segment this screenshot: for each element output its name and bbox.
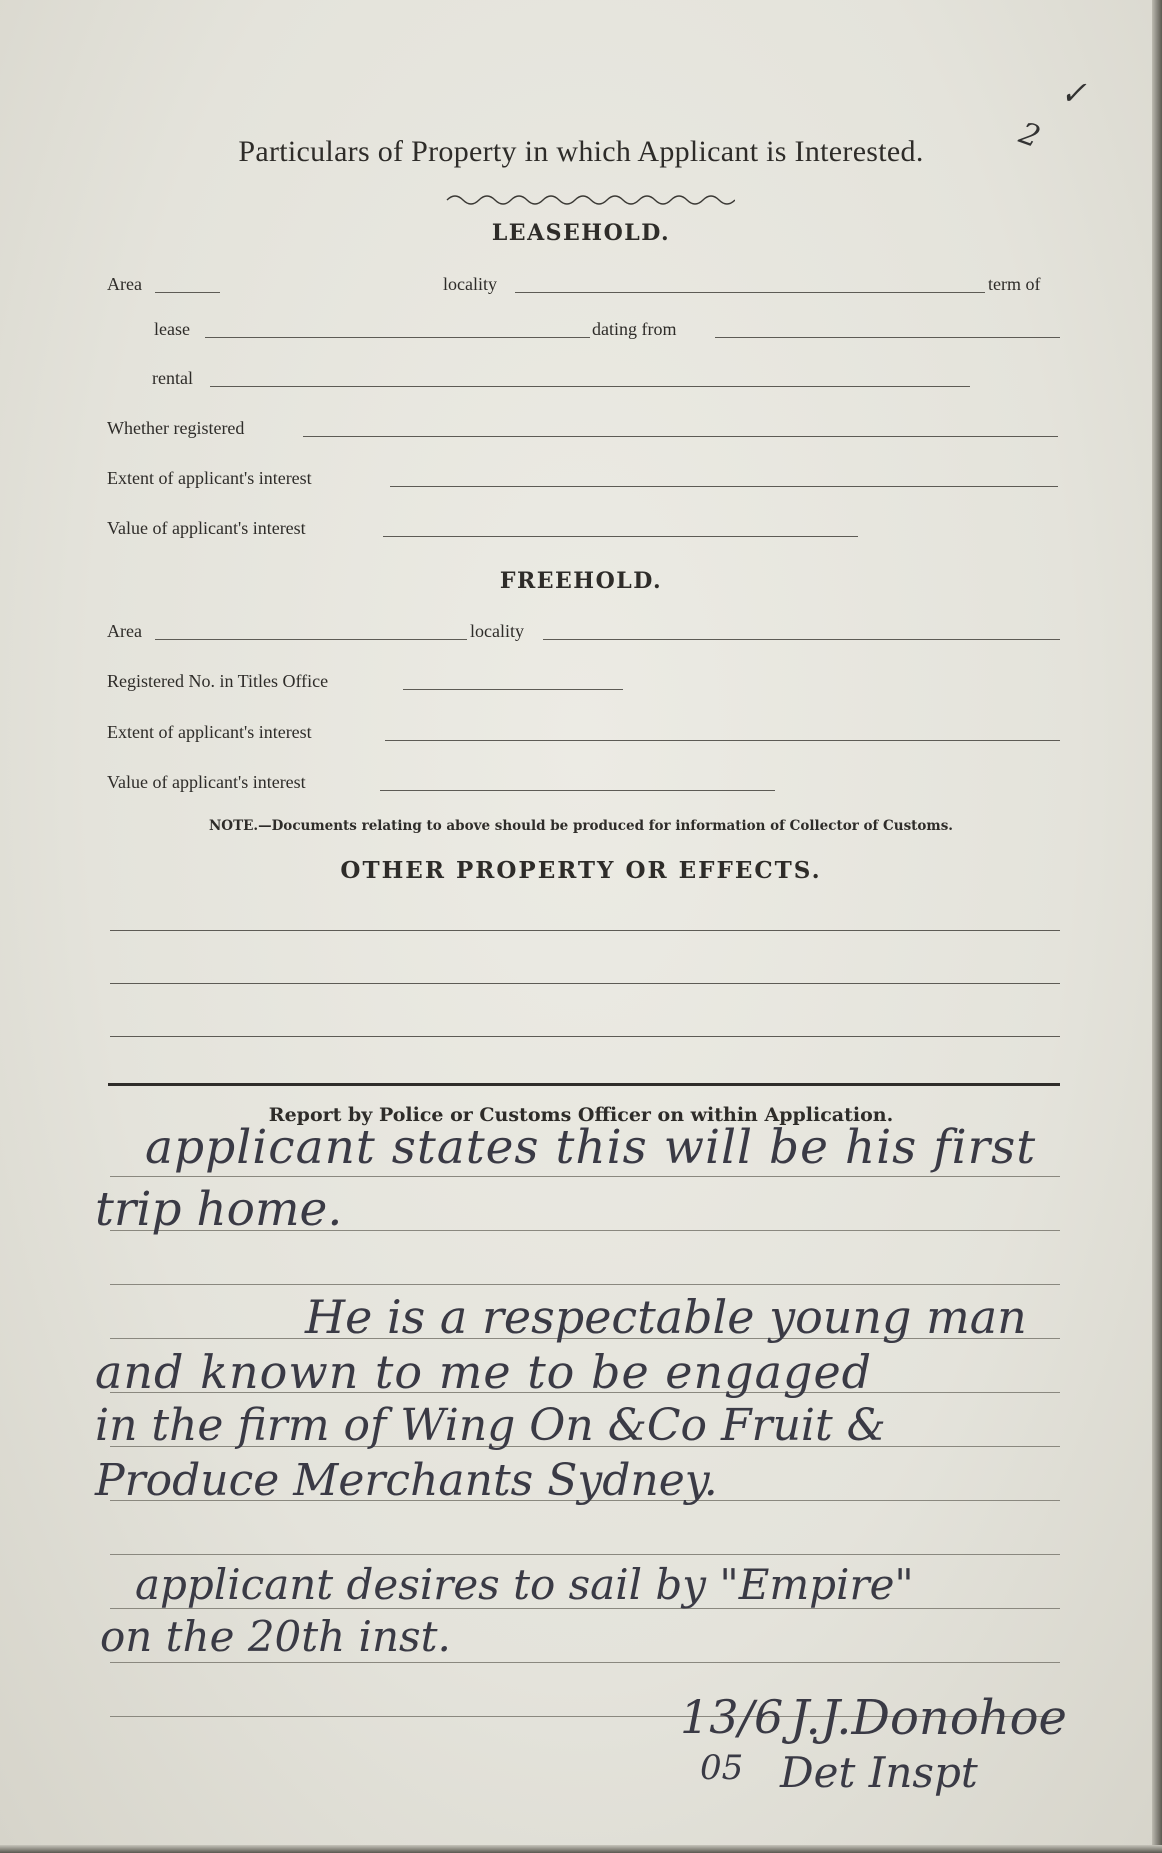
handwritten-line-6: Produce Merchants Sydney. <box>95 1455 718 1506</box>
report-heading: Report by Police or Customs Officer on within Application. <box>268 1104 894 1126</box>
freehold-area-line <box>155 639 467 640</box>
freehold-value-label: Value of applicant's interest <box>107 772 306 792</box>
page-edge-bottom <box>0 1845 1162 1853</box>
leasehold-value-label: Value of applicant's interest <box>107 518 306 538</box>
freehold-area-label: Area <box>107 621 142 641</box>
handwritten-line-4: and known to me to be engaged <box>95 1345 873 1399</box>
leasehold-area-label: Area <box>107 274 142 294</box>
leasehold-area-line <box>155 292 220 293</box>
page-title: Particulars of Property in which Applicant is Interested. <box>238 135 924 168</box>
handwritten-line-7: applicant desires to sail by "Empire" <box>135 1560 914 1609</box>
freehold-value-line <box>380 790 775 791</box>
signature-name: J.J.Donohoe <box>790 1690 1067 1746</box>
leasehold-rental-label: rental <box>152 368 193 388</box>
report-line-10 <box>110 1662 1060 1663</box>
other-property-line-1 <box>110 930 1060 931</box>
leasehold-dating-line <box>715 337 1060 338</box>
tick-mark: ✓ <box>1060 74 1087 112</box>
handwritten-line-5: in the firm of Wing On &Co Fruit & <box>95 1400 886 1451</box>
report-line-3 <box>110 1284 1060 1285</box>
signature-year: 05 <box>700 1748 744 1788</box>
other-property-heading: OTHER PROPERTY OR EFFECTS. <box>340 857 822 884</box>
page-number-mark: 2 <box>1014 115 1045 156</box>
report-line-8 <box>110 1554 1060 1555</box>
handwritten-line-2: trip home. <box>95 1182 343 1237</box>
freehold-extent-line <box>385 740 1060 741</box>
handwritten-line-1: applicant states this will be his first <box>145 1120 1037 1175</box>
other-property-line-3 <box>110 1036 1060 1037</box>
freehold-locality-label: locality <box>470 621 524 641</box>
report-line-1 <box>110 1176 1060 1177</box>
leasehold-extent-line <box>390 486 1058 487</box>
signature-date: 13/6 <box>680 1690 784 1744</box>
leasehold-locality-label: locality <box>443 274 497 294</box>
leasehold-lease-label: lease <box>154 319 190 339</box>
leasehold-heading: LEASEHOLD. <box>491 220 671 246</box>
freehold-registered-line <box>403 689 623 690</box>
page-edge-right <box>1152 0 1162 1853</box>
freehold-heading: FREEHOLD. <box>499 568 663 594</box>
leasehold-registered-line <box>303 436 1058 437</box>
customs-note: NOTE.—Documents relating to above should be produced for information of Collector of Customs. <box>208 818 954 834</box>
leasehold-value-line <box>383 536 858 537</box>
section-divider <box>108 1083 1060 1086</box>
leasehold-registered-label: Whether registered <box>107 418 245 438</box>
leasehold-rental-line <box>210 386 970 387</box>
leasehold-term-label: term of <box>988 274 1041 294</box>
leasehold-dating-label: dating from <box>592 319 677 339</box>
freehold-locality-line <box>543 639 1060 640</box>
freehold-extent-label: Extent of applicant's interest <box>107 722 312 742</box>
leasehold-locality-line <box>515 292 985 293</box>
leasehold-lease-line <box>205 337 590 338</box>
other-property-line-2 <box>110 983 1060 984</box>
handwritten-line-8: on the 20th inst. <box>100 1612 451 1661</box>
leasehold-extent-label: Extent of applicant's interest <box>107 468 312 488</box>
handwritten-line-3: He is a respectable young man <box>305 1290 1027 1344</box>
title-flourish-icon <box>445 188 735 210</box>
freehold-registered-label: Registered No. in Titles Office <box>107 671 329 691</box>
signature-title: Det Inspt <box>780 1748 978 1797</box>
